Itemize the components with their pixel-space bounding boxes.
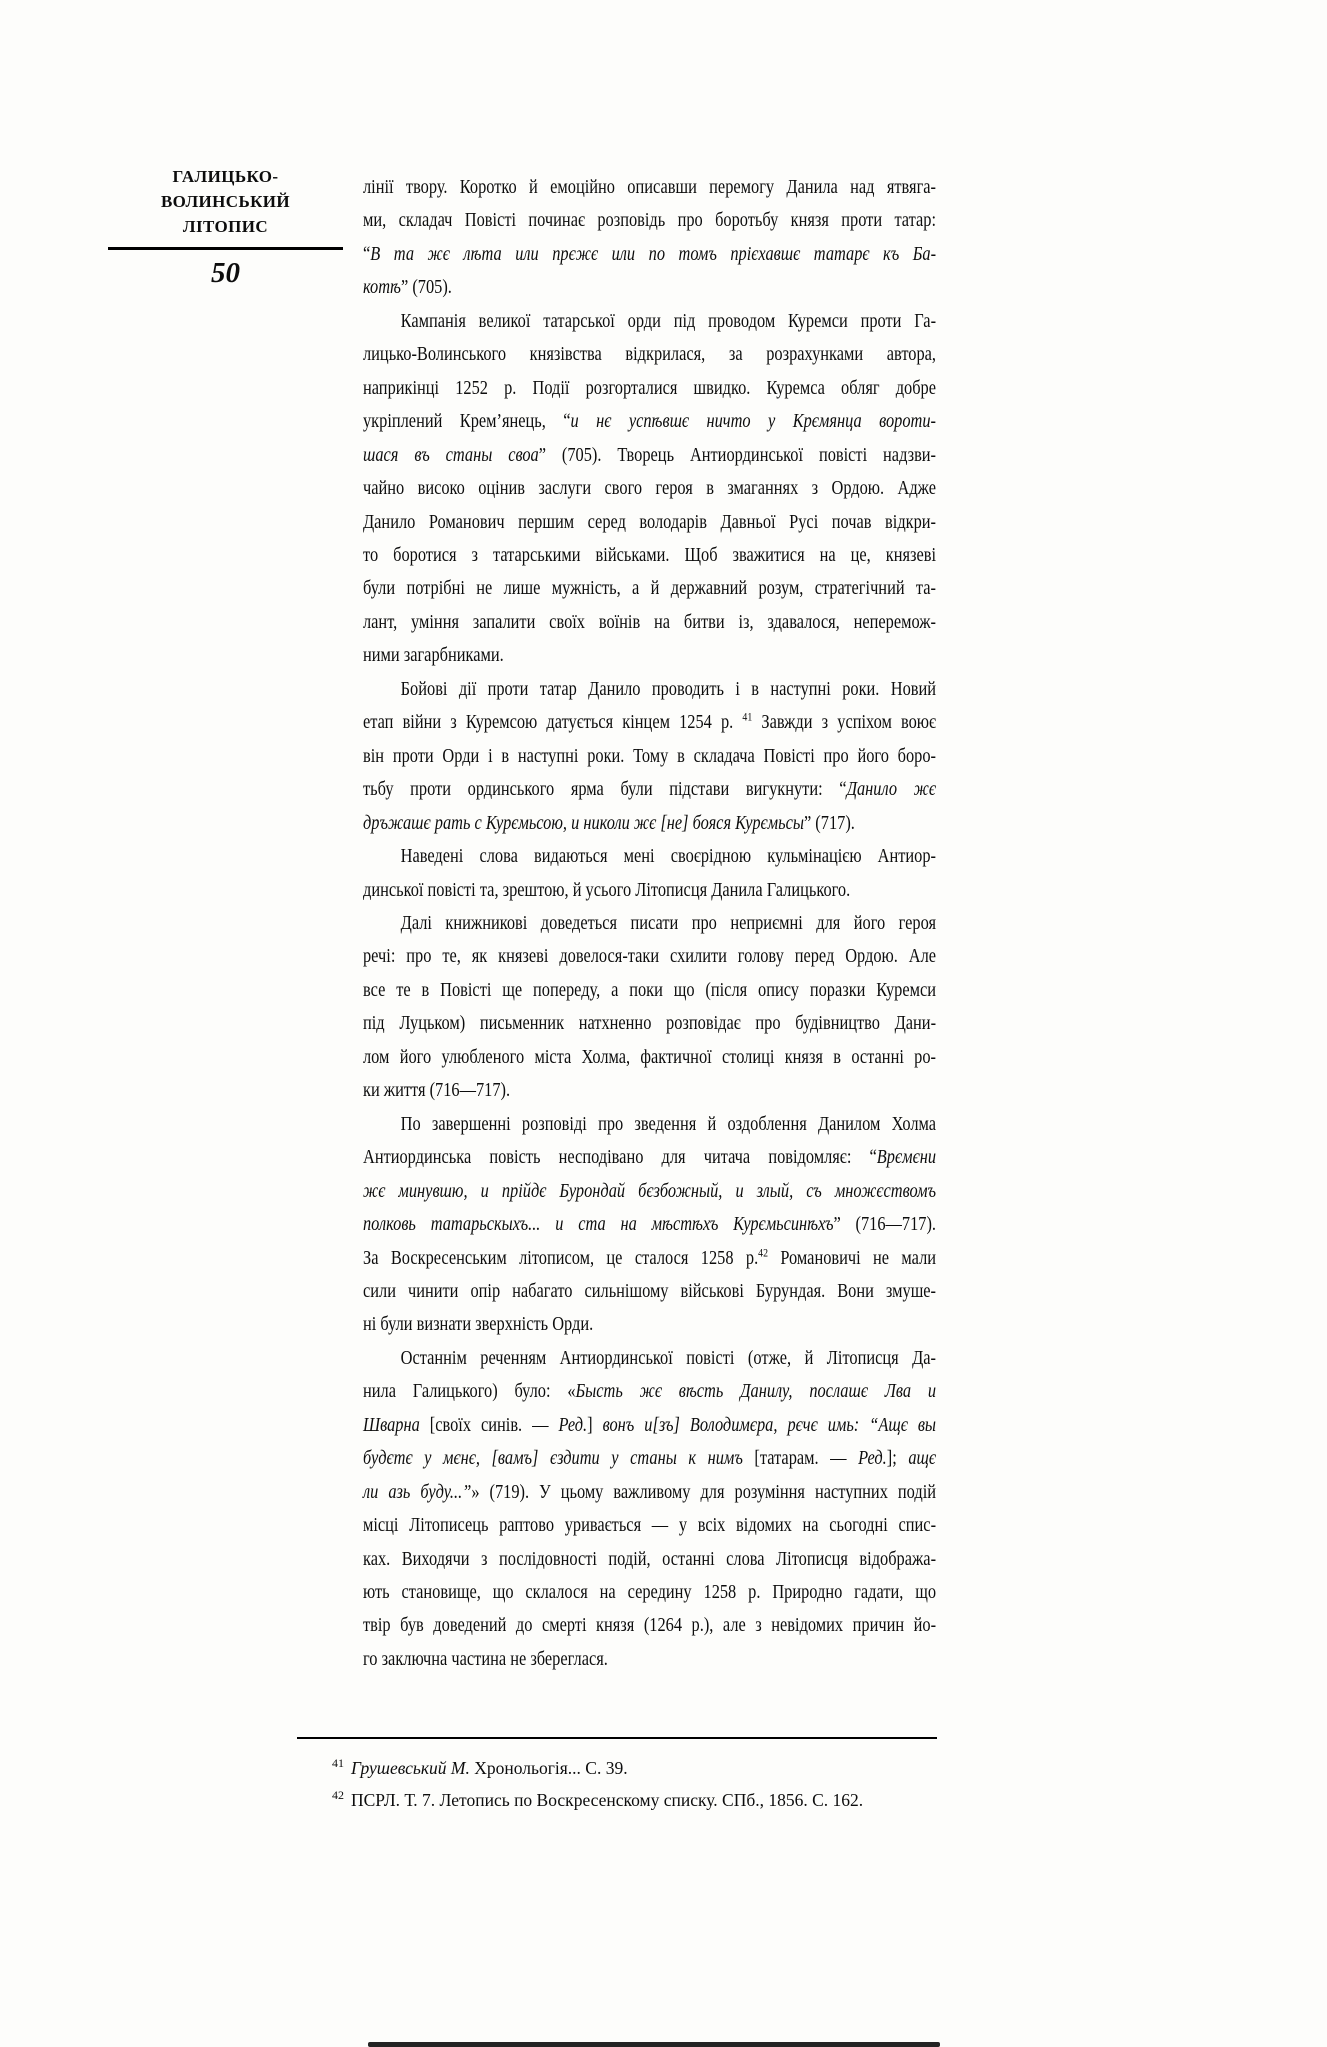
text-segment: шася въ станы своа [363, 443, 539, 466]
text-line [363, 572, 936, 605]
text-line [363, 606, 936, 639]
text-segment: Антиординська повість несподівано для читача повідомляє: “ [363, 1146, 877, 1169]
text-segment: були потрібні не лише мужність, а й державний розум, стратегічний та- [363, 577, 937, 600]
text-segment: ки життя (716—717). [363, 1079, 511, 1102]
text-line [363, 1041, 936, 1074]
text-line [363, 974, 936, 1007]
text-segment: дръжашє рать с Курємьсою, и николи жє [не] бояся Курємьсы [363, 811, 804, 834]
text-segment: лом його улюбленого міста Холма, фактичної столиці князя в останні ро- [363, 1045, 937, 1068]
text-line [363, 1442, 936, 1475]
text-line [363, 639, 936, 672]
body-text [363, 171, 936, 1676]
footnote-number: 42 [332, 1788, 344, 1803]
footnote-ref: 41 [742, 709, 753, 724]
text-line [363, 740, 936, 773]
text-line [363, 907, 936, 940]
text-line [363, 1007, 936, 1040]
text-segment: По завершенні розповіді про зведення й оздоблення Данилом Холма [400, 1112, 937, 1135]
text-segment: тьбу проти ординського ярма були підстави вигукнути: “ [363, 778, 847, 801]
text-segment: ними загарбниками. [363, 644, 504, 667]
text-segment: Бойові дії проти татар Данило проводить і в наступні роки. Новий [400, 677, 937, 700]
page-number: 50 [211, 256, 240, 289]
text-segment: твір був доведений до смерті князя (1264 р.), але з невідомих причин йо- [363, 1614, 937, 1637]
text-segment: ми, складач Повісті починає розповідь про боротьбу князя проти татар: [363, 209, 937, 232]
text-line [363, 1242, 936, 1275]
text-line [363, 940, 936, 973]
text-line [363, 506, 936, 539]
text-line [363, 238, 936, 271]
text-line [363, 673, 936, 706]
footnote [332, 1784, 952, 1816]
text-segment: ]; [886, 1447, 909, 1470]
footnote-ref: 42 [758, 1244, 768, 1259]
text-segment: ащє [908, 1447, 937, 1470]
text-segment: го заключна частина не збереглася. [363, 1647, 608, 1670]
scan-edge-artifact [368, 2042, 940, 2047]
text-segment: котѣ [363, 276, 401, 299]
text-line [363, 439, 936, 472]
text-segment: Останнім реченням Антиординської повісті (отже, й Літописця Да- [400, 1346, 937, 1369]
text-segment: ПСРЛ. Т. 7. Летопись по Воскресенскому списку. СПб., 1856. С. 162. [351, 1790, 864, 1810]
paragraph [363, 907, 936, 1108]
text-segment: лінії твору. Коротко й емоційно описавши перемогу Данила над ятвяга- [363, 176, 937, 198]
running-title-line: ЛІТОПИС [182, 217, 269, 236]
text-line [363, 1509, 936, 1542]
text-segment: ні були визнати зверхність Орди. [363, 1313, 594, 1336]
text-line [363, 472, 936, 505]
text-segment: місці Літописець раптово уривається — у всіх відомих на сьогодні спис- [363, 1514, 937, 1537]
text-segment: Бысть жє вѣсть Данилу, послашє Лва и [575, 1380, 937, 1403]
text-segment: вонъ и[зъ] Володимєра, рєчє имь: “Ащє вы [602, 1413, 937, 1436]
text-line [363, 1308, 936, 1341]
text-line [363, 171, 936, 204]
text-segment: він проти Орди і в наступні роки. Тому в складача Повісті про його боро- [363, 744, 937, 767]
paragraph [363, 305, 936, 673]
text-segment: [татарам. — [754, 1447, 859, 1470]
text-line [363, 204, 936, 237]
text-segment: чайно високо оцінив заслуги свого героя в змаганнях з Ордою. Адже [363, 477, 937, 500]
text-segment: ” (705). [400, 276, 452, 299]
text-segment: все те в Повісті ще попереду, а поки що (після опису поразки Куремси [363, 978, 937, 1001]
text-segment: Ред. [858, 1447, 887, 1470]
paragraph [363, 1342, 936, 1677]
margin-block [103, 164, 348, 290]
text-line [363, 1409, 936, 1442]
text-segment: За Воскресенським літописом, це сталося 1258 р. [363, 1246, 759, 1269]
text-line [363, 840, 936, 873]
text-segment: Кампанія великої татарської орди під проводом Куремси проти Га- [400, 309, 937, 332]
text-segment: Грушевський М. [351, 1758, 470, 1778]
text-segment: и нє успѣвшє ничто у Крємянца вороти- [570, 410, 937, 433]
text-segment: наприкінці 1252 р. Події розгорталися швидко. Куремса обляг добре [363, 376, 937, 399]
text-segment: жє минувшю, и прійдє Бурондай бєзбожный, и злый, съ множєствомъ [363, 1179, 937, 1202]
text-line [363, 1208, 936, 1241]
text-segment: Врємєни [876, 1146, 937, 1169]
text-segment: під Луцьком) письменник натхненно розповідає про будівництво Дани- [363, 1012, 937, 1035]
text-segment: сили чинити опір набагато сильнішому військові Бурундая. Вони змуше- [363, 1279, 937, 1302]
text-segment: В та жє лѣта или прєжє или по томъ прієхавшє татарє къ Ба- [370, 242, 937, 265]
text-segment: динської повісті та, зрештою, й усього Літописця Данила Галицького. [363, 878, 851, 901]
paragraph [363, 1108, 936, 1342]
text-segment: ” (717). [803, 811, 855, 834]
text-segment: нила Галицького) було: « [363, 1380, 576, 1403]
paragraph [363, 171, 936, 305]
text-line [363, 305, 936, 338]
text-line [363, 1543, 936, 1576]
text-line [363, 372, 936, 405]
running-title-line: ВОЛИНСЬКИЙ [160, 192, 291, 211]
text-segment: лант, уміння запалити своїх воїнів на битви із, здавалося, неперемож- [363, 610, 937, 633]
text-segment: Далі книжникові доведеться писати про неприємні для його героя [400, 911, 937, 934]
text-segment: Шварна [363, 1413, 430, 1436]
text-line [363, 874, 936, 907]
text-segment: будєтє у мєнє, [вамъ] єздити у станы к нимъ [363, 1447, 755, 1470]
text-segment: Наведені слова видаються мені своєрідною кульмінацією Антиор- [400, 845, 937, 868]
chapter-running-title [103, 164, 348, 239]
text-segment: лицько-Волинського князівства відкрилася, за розрахунками автора, [363, 343, 937, 366]
text-line [363, 773, 936, 806]
text-segment: то боротися з татарськими військами. Щоб зважитися на це, князеві [363, 543, 937, 566]
text-line [363, 1476, 936, 1509]
footnotes [332, 1752, 952, 1816]
text-segment: ” (716—717). [833, 1213, 937, 1236]
text-segment: Хронольогія... С. 39. [469, 1758, 628, 1778]
text-segment: укріплений Крем’янець, “ [363, 410, 571, 433]
text-line [363, 1141, 936, 1174]
text-segment: Данило жє [846, 778, 937, 801]
text-segment: речі: про те, як князеві довелося-таки схилити голову перед Ордою. Але [363, 945, 937, 968]
footnote-number: 41 [332, 1756, 344, 1771]
text-line [363, 1342, 936, 1375]
text-segment: ли азь буду...” [363, 1480, 472, 1503]
text-segment: » (719). У цьому важливому для розуміння наступних подій [471, 1480, 937, 1503]
text-segment: ] [587, 1413, 603, 1436]
text-segment: “ [363, 242, 371, 265]
running-title-line: ГАЛИЦЬКО- [172, 167, 279, 186]
text-line [363, 1074, 936, 1107]
text-segment: етап війни з Куремсою датується кінцем 1254 р. [363, 711, 743, 734]
text-segment: полковь татарьскыхъ... и ста на мѣстѣхъ Курємьсинѣхъ [363, 1213, 834, 1236]
text-line [363, 1576, 936, 1609]
text-line [363, 1643, 936, 1676]
text-line [363, 405, 936, 438]
text-segment: ках. Виходячи з послідовності подій, останні слова Літописця відобража- [363, 1547, 937, 1570]
text-line [363, 539, 936, 572]
header-divider [108, 247, 343, 250]
text-line [363, 807, 936, 840]
paragraph [363, 673, 936, 840]
text-segment: Данило Романович першим серед володарів Давньої Русі почав відкри- [363, 510, 937, 533]
text-segment: ють становище, що склалося на середину 1258 р. Природно гадати, що [363, 1581, 937, 1604]
text-segment: Ред. [558, 1413, 588, 1436]
text-segment: Романовичі не мали [767, 1246, 937, 1269]
footnote [332, 1752, 952, 1784]
text-line [363, 1609, 936, 1642]
text-line [363, 706, 936, 739]
text-line [363, 1275, 936, 1308]
text-line [363, 1375, 936, 1408]
text-line [363, 338, 936, 371]
text-line [363, 271, 936, 304]
text-line [363, 1175, 936, 1208]
text-line [363, 1108, 936, 1141]
text-segment: [своїх синів. — [429, 1413, 559, 1436]
footnote-divider [297, 1737, 937, 1739]
paragraph [363, 840, 936, 907]
text-segment: ” (705). Творець Антиординської повісті надзви- [538, 443, 937, 466]
text-segment: Завжди з успіхом воює [752, 711, 937, 734]
